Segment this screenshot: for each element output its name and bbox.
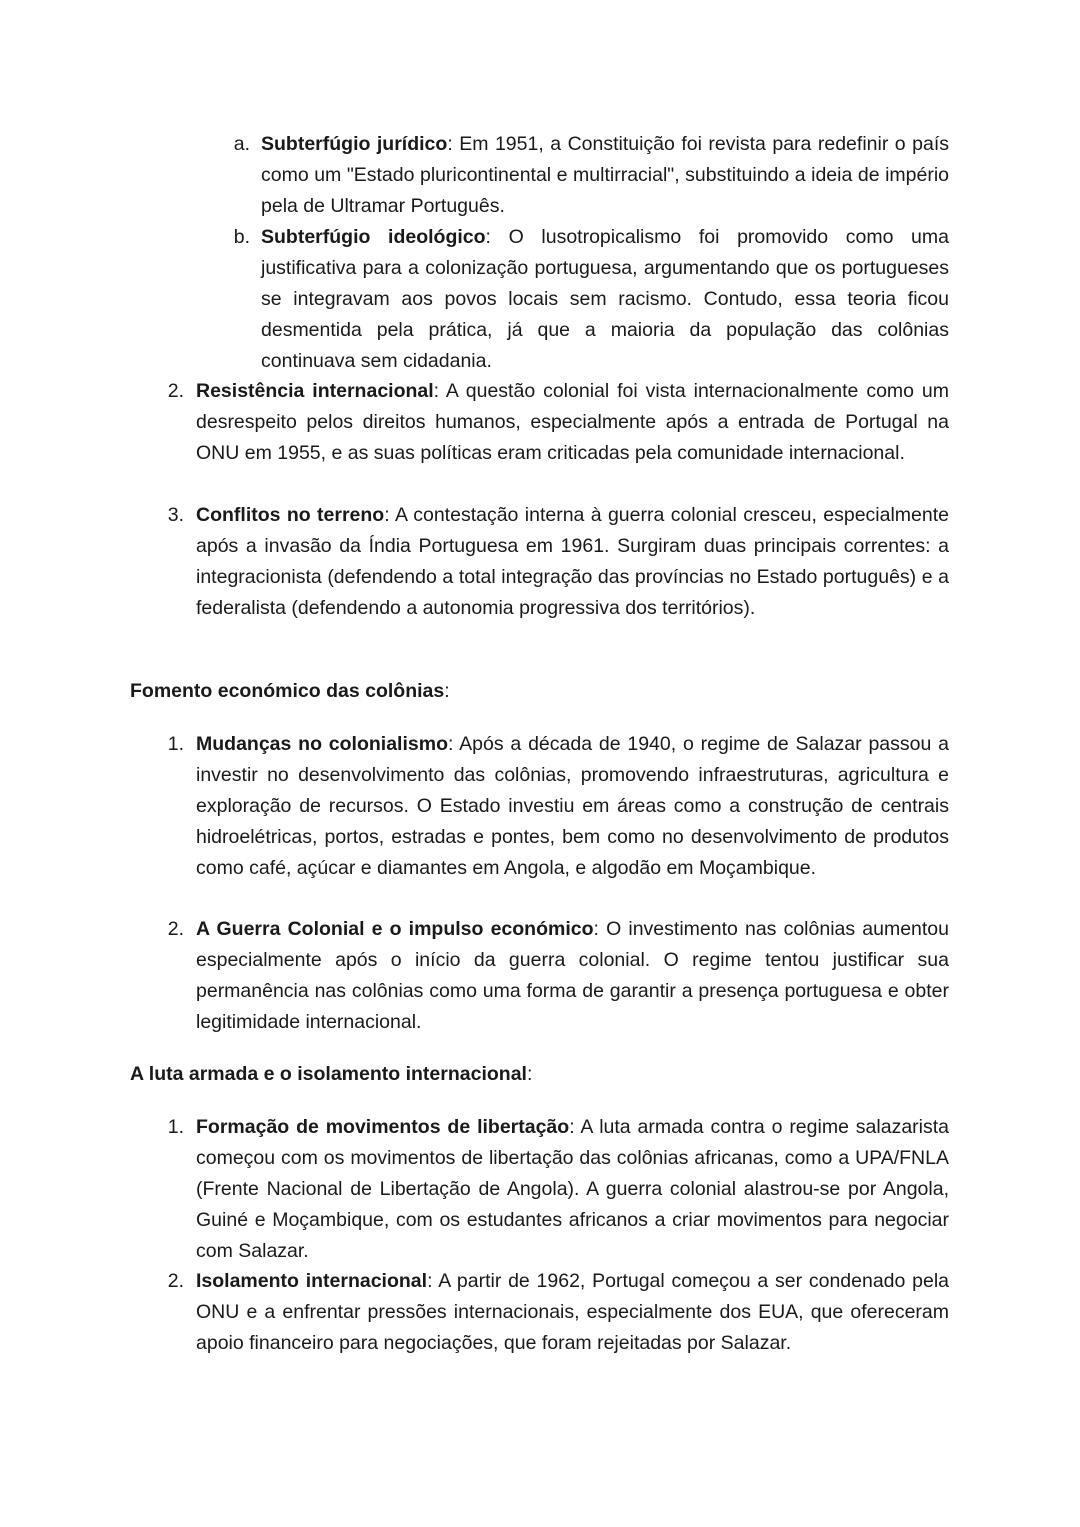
section-heading-fomento: Fomento económico das colônias: xyxy=(130,680,450,702)
item-term: Formação de movimentos de libertação xyxy=(196,1116,570,1138)
list-item-isolamento-internacional: Isolamento internacional: A partir de 1962, Portugal começou a ser condenado pela ONU e a enfrentar pressões internacionais, especialmente dos EUA, que ofereceram apoio financeiro para negociações, que foram rejeitadas por Salazar. xyxy=(196,1270,950,1354)
list-item-mudancas-no-colonialismo: Mudanças no colonialismo: Após a década de 1940, o regime de Salazar passou a investir no desenvolvimento das colônias, promovendo infraestruturas, agricultura e exploração de recursos. O Estado investiu em áreas como a construção de centrais hidroelétricas, portos, estradas e pontes, bem como no desenvolvimento de produtos como café, açúcar e diamantes em Angola, e algodão em Moçambique. xyxy=(196,733,949,879)
list-item-conflitos-no-terreno: Conflitos no terreno: A contestação interna à guerra colonial cresceu, especialmente após a invasão da Índia Portuguesa em 1961. Surgiram duas principais correntes: a integracionista (defendendo a total integração das províncias no Estado português) e a federalista (defendendo a autonomia progressiva dos territórios). xyxy=(196,504,949,619)
list-item-formacao-movimentos: Formação de movimentos de libertação: A luta armada contra o regime salazarista começou com os movimentos de libertação das colônias africanas, como a UPA/FNLA (Frente Nacional de Libertação de Angola). A guerra colonial alastrou-se por Angola, Guiné e Moçambique, com os estudantes africanos a criar movimentos para negociar com Salazar. xyxy=(196,1116,949,1262)
item-text: A questão colonial foi vista internacionalmente como um desrespeito pelos direitos humanos, especialmente após a entrada de Portugal na ONU em 1955, e as suas políticas eram criticadas pela comunidade internacional. xyxy=(196,380,949,464)
list-marker: 1. xyxy=(167,1116,184,1138)
item-term: Mudanças no colonialismo xyxy=(196,733,448,755)
list-item-guerra-colonial-impulso: A Guerra Colonial e o impulso económico: O investimento nas colônias aumentou especialmente após o início da guerra colonial. O regime tentou justificar sua permanência nas colônias como uma forma de garantir a presença portuguesa e obter legitimidade internacional. xyxy=(196,918,949,1033)
item-text: O lusotropicalismo foi promovido como uma justificativa para a colonização portuguesa, argumentando que os portugueses se integravam aos povos locais sem racismo. Contudo, essa teoria ficou desmentida pela prática, já que a maioria da população das colônias continuava sem cidadania. xyxy=(261,226,949,372)
list-marker: 2. xyxy=(167,1270,184,1292)
section-heading-luta-armada: A luta armada e o isolamento internacional: xyxy=(130,1063,533,1085)
item-text: A luta armada contra o regime salazarista começou com os movimentos de libertação das colônias africanas, como a UPA/FNLA (Frente Nacional de Libertação de Angola). A guerra colonial alastrou-se por Angola, Guiné e Moçambique, com os estudantes africanos a criar movimentos para negociar com Salazar. xyxy=(196,1116,949,1262)
list-marker: 3. xyxy=(167,504,184,526)
list-item-resistencia-internacional: Resistência internacional: A questão colonial foi vista internacionalmente como um desrespeito pelos direitos humanos, especialmente após a entrada de Portugal na ONU em 1955, e as suas políticas eram criticadas pela comunidade internacional. xyxy=(196,380,949,464)
item-term: Subterfúgio jurídico xyxy=(261,133,448,155)
item-text: A partir de 1962, Portugal começou a ser condenado pela ONU e a enfrentar pressões internacionais, especialmente dos EUA, que ofereceram apoio financeiro para negociações, que foram rejeitadas por Salazar. xyxy=(196,1270,950,1354)
item-text: O investimento nas colônias aumentou especialmente após o início da guerra colonial. O regime tentou justificar sua permanência nas colônias como uma forma de garantir a presença portuguesa e obter legitimidade internacional. xyxy=(196,918,949,1033)
item-text: Em 1951, a Constituição foi revista para redefinir o país como um "Estado pluricontinental e multirracial", substituindo a ideia de império pela de Ultramar Português. xyxy=(261,133,949,217)
item-text: Após a década de 1940, o regime de Salazar passou a investir no desenvolvimento das colônias, promovendo infraestruturas, agricultura e exploração de recursos. O Estado investiu em áreas como a construção de centrais hidroelétricas, portos, estradas e pontes, bem como no desenvolvimento de produtos como café, açúcar e diamantes em Angola, e algodão em Moçambique. xyxy=(196,733,949,879)
list-marker-a: a. xyxy=(233,133,250,155)
item-term: Isolamento internacional xyxy=(196,1270,428,1292)
list-marker: 2. xyxy=(167,918,184,940)
item-term: Subterfúgio ideológico xyxy=(261,226,486,248)
item-term: Conflitos no terreno xyxy=(196,504,385,526)
list-marker-b: b. xyxy=(233,226,250,248)
item-term: A Guerra Colonial e o impulso económico xyxy=(196,918,594,940)
item-term: Resistência internacional xyxy=(196,380,434,402)
list-marker: 1. xyxy=(167,733,184,755)
list-item-subterfugio-juridico: Subterfúgio jurídico: Em 1951, a Constituição foi revista para redefinir o país como um "Estado pluricontinental e multirracial", substituindo a ideia de império pela de Ultramar Português. xyxy=(261,133,949,217)
item-text: A contestação interna à guerra colonial cresceu, especialmente após a invasão da Índia Portuguesa em 1961. Surgiram duas principais correntes: a integracionista (defendendo a total integração das províncias no Estado português) e a federalista (defendendo a autonomia progressiva dos territórios). xyxy=(196,504,949,619)
list-item-subterfugio-ideologico: Subterfúgio ideológico: O lusotropicalismo foi promovido como uma justificativa para a colonização portuguesa, argumentando que os portugueses se integravam aos povos locais sem racismo. Contudo, essa teoria ficou desmentida pela prática, já que a maioria da população das colônias continuava sem cidadania. xyxy=(261,226,949,372)
list-marker: 2. xyxy=(167,380,184,402)
